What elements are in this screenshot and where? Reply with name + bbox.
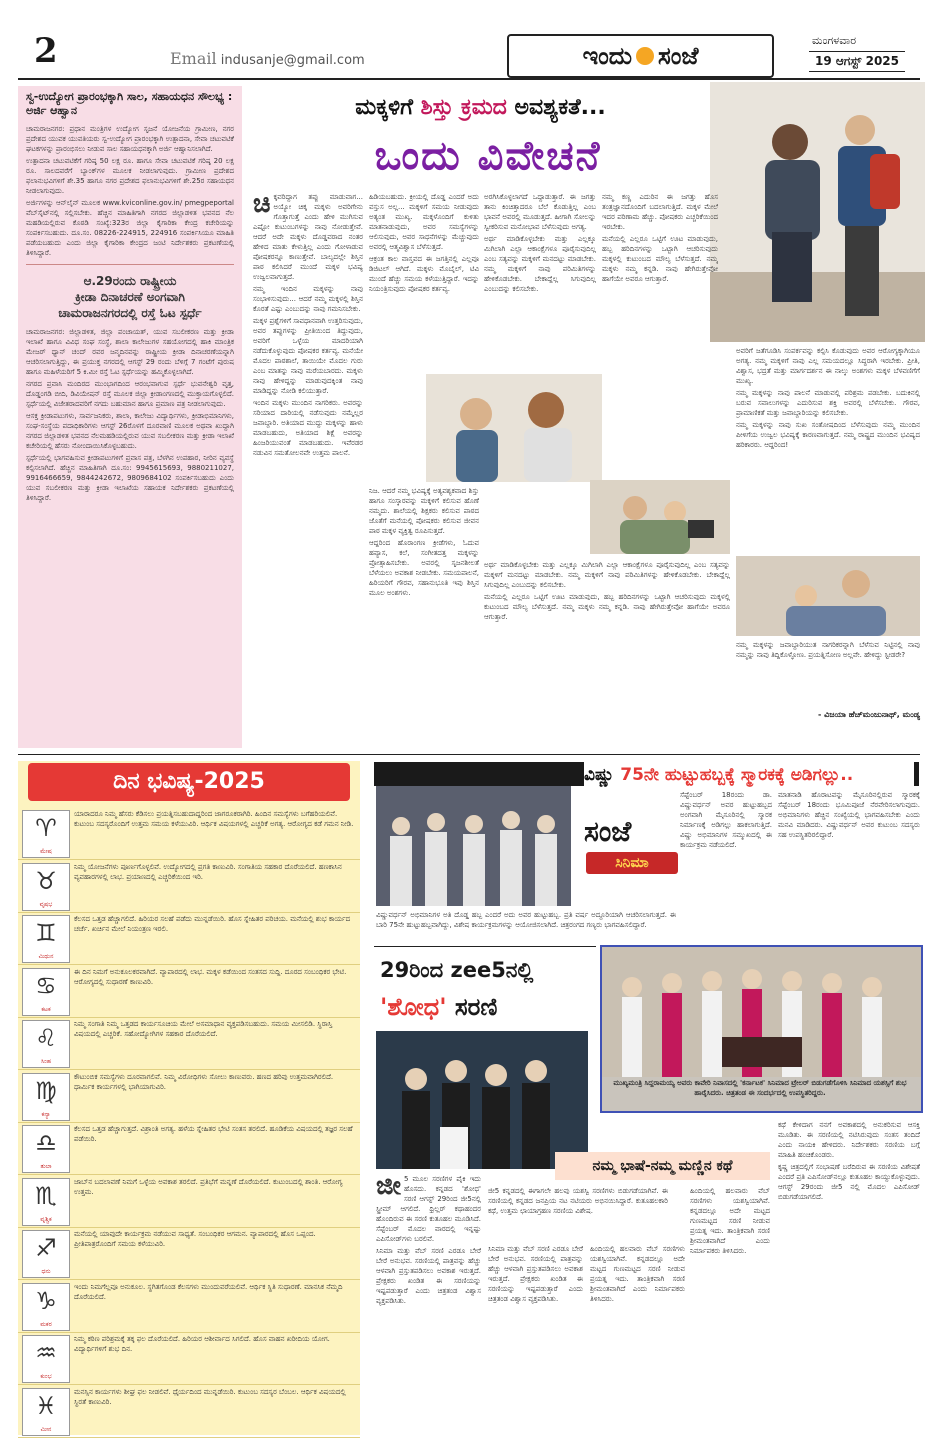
horoscope-title: ದಿನ ಭವಿಷ್ಯ-2025 [28,763,350,801]
article-text: ಹಿಡಿಯಬಹುದು. ಕ್ರೀಯಲ್ಲಿ ದೊಡ್ಡ ಎಂದರೆ ಅದು ವಸ್ತುಸ ಅಲ್ಲ... ಮಕ್ಕಳಿಗೆ ಸಮಯ ನೀಡುವುದು ಅತ್ಯಂತ ಮುಖ್ಯ. ಮಕ್ಕಳೊಂದಿಗೆ ಕುಳಿತು ಮಾತನಾಡುವುದು, ಅವರ ಸಮಸ್ಯೆಗಳನ್ನು ಆಲಿಸುವುದು, ಅವರ ಸಾಧನೆಗಳನ್ನು ಮೆಚ್ಚುವುದು ಅವರಲ್ಲಿ ಆತ್ಮವಿಶ್ವಾಸ ಬೆಳೆಸುತ್ತದೆ. [369,193,479,251]
article-col-3b [602,192,718,477]
trailer-launch-illustration [602,947,921,1077]
headline-highlight: ಶಿಸ್ತು ಕ್ರಮದ [420,95,507,120]
zodiac-name: ವೃಷಭ [39,900,53,908]
horoscope-row [18,1174,360,1228]
horoscope-row [18,806,360,860]
zodiac-icon [22,1020,70,1068]
masthead-logo [507,34,774,78]
sanje-cinema-logo: ಸಂಜೆ [584,815,632,848]
family-tablet-photo [590,480,730,554]
zee-text: ಕೃಷ್ಣ ಚಿತ್ರದಲ್ಲಿಗೆ ಸಂಭಾಷಣೆ ಬರೆದಿರುವ ಈ ಸರಣಿಯ ವಿಶೇಷತೆ ಎಂದರೆ ಪ್ರತಿ ಎಪಿಸೋಡ್‌ನಲ್ಲೂ ಕುತೂಹಲ ಕಾಯ್ದುಕೊಳ್ಳುವುದು. ಆಗಸ್ಟ್ 29ರಂದು ಜೀ5 ನಲ್ಲಿ ಮೊದಲ ಎಪಿಸೋಡ್ ಬಿಡುಗಡೆಯಾಗಲಿದೆ. [778,1163,920,1201]
sun-icon [636,47,654,65]
sidebar-para: ಸ್ಪರ್ಧೆಯಲ್ಲಿ ಭಾಗವಹಿಸುವ ಕ್ರೀಡಾಪಟುಗಳಿಗೆ ಪ್ರವಾಸ ಪತ್ರ, ಬೆಳಗಿನ ಉಪಹಾರ, ನೀರಿನ ವ್ಯವಸ್ಥೆ ಕಲ್ಪಿಸಲಾಗಿದೆ. ಹೆಚ್ಚಿನ ಮಾಹಿತಿಗಾಗಿ ದೂ.ಸಂ: 9945615693, 9880211027, 9916466659, 9844242672, 9809684102 ಸಂಪರ್ಕಿಸಬಹುದು ಎಂದು ಯುವ ಸಬಲೀಕರಣ ಮತ್ತು ಕ್ರೀಡಾ ಇಲಾಖೆಯ ಸಹಾಯಕ ನಿರ್ದೇಶಕರು ಪ್ರಕಟಣೆಯಲ್ಲಿ ತಿಳಿಸಿದ್ದಾರೆ. [26,454,234,502]
article-col-1 [253,192,363,752]
article-text: ಇಂದಿನ ಮಕ್ಕಳು ಮುಂದಿನ ನಾಗರಿಕರು. ಅವರನ್ನು ಸರಿಯಾದ ದಾರಿಯಲ್ಲಿ ನಡೆಸುವುದು ನಮ್ಮೆಲ್ಲರ ಜವಾಬ್ದಾರಿ. ಅತಿಯಾದ ಮುದ್ದು ಮಕ್ಕಳನ್ನು ಹಾಳು ಮಾಡಬಹುದು, ಅತಿಯಾದ ಶಿಕ್ಷೆ ಅವರನ್ನು ಹಿಂಜರಿಯುವಂತೆ ಮಾಡಬಹುದು. ಇವೆರಡರ ನಡುವಿನ ಸಮತೋಲನವೇ ಉತ್ತಮ ಪಾಲನೆ. [253,399,363,457]
zodiac-glyph: ♈ [35,814,57,842]
headline-text: ಅವಶ್ಯಕತೆ... [506,95,606,120]
zee-title-suffix: ಸರಣಿ [446,993,498,1021]
page-number: 2 [34,31,58,71]
cinema-text: ವಿಷ್ಣುವರ್ಧನ್ ಅಭಿಮಾನಿಗಳ ಅತಿ ದೊಡ್ಡ ಹಬ್ಬ ಎಂದರೆ ಅದು ಅವರ ಹುಟ್ಟುಹಬ್ಬ. ಪ್ರತಿ ವರ್ಷ ಅದ್ದೂರಿಯಾಗಿ ಆಚರಿಸಲಾಗುತ್ತದೆ. ಈ ಬಾರಿ 75ನೇ ಹುಟ್ಟುಹಬ್ಬವಾಗಿದ್ದು, ವಿಶೇಷ ಕಾರ್ಯಕ್ರಮಗಳನ್ನು ಆಯೋಜಿಸಲಾಗಿದೆ. ಚಿತ್ರರಂಗದ ಗಣ್ಯರು ಭಾಗವಹಿಸಲಿದ್ದಾರೆ. [376,911,676,929]
article-text: ನಮ್ಮ ಇಂದಿನ ಮಕ್ಕಳನ್ನು ನಾವು ಸಂಭಾಳಿಸುವುದು... ಆದರೆ ನಮ್ಮ ಮಕ್ಕಳಲ್ಲಿ ಶಿಸ್ತಿನ ಕೊರತೆ ಎಷ್ಟು ಎಂಬುದನ್ನು ನಾವು ಗಮನಿಸಬೇಕು. [253,285,363,313]
zodiac-glyph: ♉ [35,866,57,895]
zodiac-glyph: ♌ [35,1024,57,1052]
horoscope-row [18,859,360,913]
horoscope-text: ಯಾರಾದರೂ ನಿಮ್ಮ ಹೆಸರು ಕೆಡಿಸಲು ಪ್ರಯತ್ನಿಸಬಹುದಾದ್ದರಿಂದ ಜಾಗರೂಕರಾಗಿರಿ. ಹಿಂದಿನ ಸಮಸ್ಯೆಗಳು ಬಗೆಹರಿಯಲಿವೆ. ಕುಟುಂಬ ಸದಸ್ಯರೊಂದಿಗೆ ಉತ್ತಮ ಸಮಯ ಕಳೆಯುವಿರಿ. ಆರ್ಥಿಕ ವಿಷಯಗಳಲ್ಲಿ ಎಚ್ಚರಿಕೆ ಅಗತ್ಯ. ಆರೋಗ್ಯದ ಕಡೆ ಗಮನ ನೀಡಿ. [74,810,354,828]
zodiac-glyph: ♒ [35,1339,57,1367]
zodiac-glyph: ♏ [35,1181,57,1210]
article-text: ನಮ್ಮ ಮಕ್ಕಳನ್ನು ನಾವು ಪಾಲನೆ ಮಾಡುವಲ್ಲಿ ಪರಿಶ್ರಮ ಪಡಬೇಕು. ಬದುಕಿನಲ್ಲಿ ಬರುವ ಸವಾಲುಗಳನ್ನು ಎದುರಿಸುವ ಶಕ್ತಿ ಅವರಲ್ಲಿ ಬೆಳೆಸಬೇಕು. ಗೌರವ, ಪ್ರಾಮಾಣಿಕತೆ ಮತ್ತು ಜವಾಬ್ದಾರಿಯನ್ನು ಕಲಿಸಬೇಕು. [736,389,920,417]
email-label: Email [170,49,217,68]
horoscope-row [18,1331,360,1385]
article-text: ಮನೆಯಲ್ಲಿ ಎಲ್ಲರೂ ಒಟ್ಟಿಗೆ ಊಟ ಮಾಡುವುದು, ಹಬ್ಬ ಹರಿದಿನಗಳನ್ನು ಒಟ್ಟಾಗಿ ಆಚರಿಸುವುದು ಮಕ್ಕಳಲ್ಲಿ ಕುಟುಂಬದ ಮೌಲ್ಯ ಬೆಳೆಸುತ್ತದೆ. ನಮ್ಮ ಮಕ್ಕಳು ನಮ್ಮ ಕನ್ನಡಿ. ನಾವು ಹೇಗಿರುತ್ತೇವೋ ಹಾಗೆಯೇ ಅವರೂ ಆಗುತ್ತಾರೆ. [602,235,718,283]
dropcap: ಚಿ [253,192,271,219]
horoscope-row [18,1384,360,1438]
article-text: ಅರ್ಥ ಮಾಡಿಕೊಳ್ಳಬೇಕು ಮತ್ತು ಎಲ್ಲಕ್ಕೂ ಮಿಗಿಲಾಗಿ ಎಲ್ಲಾ ಆಕಾಂಕ್ಷೆಗಳೂ ಪೂರೈಸುವುದಿಲ್ಲ ಎಂಬ ಸತ್ಯವನ್ನು ಮಕ್ಕಳಿಗೆ ಮನದಟ್ಟು ಮಾಡಬೇಕು. ನಮ್ಮ ಮಕ್ಕಳಿಗೆ ನಾವು ಪರಿಮಿತಿಗಳನ್ನು ಹೇಳಿಕೊಡಬೇಕು. ಬೇಕಾದ್ದೆಲ್ಲ ಸಿಗುವುದಿಲ್ಲ ಎಂಬುದನ್ನು ಕಲಿಸಬೇಕು. [484,561,730,589]
masthead-left: ಇಂದು [582,42,632,70]
zee-col-3 [590,1244,685,1436]
shodha-cast-photo [376,1031,588,1169]
zodiac-name: ಮಕರ [40,1320,52,1328]
mother-scolding-photo [426,374,602,482]
headline-text: ಮಕ್ಕಳಿಗೆ [355,95,421,120]
zodiac-name: ಮೇಷ [40,848,52,855]
zee-col-2 [488,1244,583,1436]
zodiac-icon [22,1283,70,1331]
header-divider [18,78,920,80]
zee-col-1 [376,1174,481,1436]
article-headline [253,88,708,128]
article-col-3-bottom [484,560,730,748]
horoscope-text: ನಿಮ್ಮ ಕಠಿಣ ಪರಿಶ್ರಮಕ್ಕೆ ತಕ್ಕ ಫಲ ದೊರೆಯಲಿದೆ. ಹಿರಿಯರ ಆಶೀರ್ವಾದ ಸಿಗಲಿದೆ. ಹೊಸ ವಾಹನ ಖರೀದಿಯ ಯೋಗ. ವಿದ್ಯಾರ್ಥಿಗಳಿಗೆ ಶುಭ ದಿನ. [74,1335,330,1353]
horoscope-row [18,1016,360,1070]
article-headline-big: ಒಂದು ವಿವೇಚನೆ [374,132,602,179]
group-photo-illustration [376,786,571,906]
zodiac-name: ತುಲಾ [40,1163,52,1170]
article-col-3-top [484,192,596,362]
mother-son-illustration [710,82,925,342]
horoscope-row [18,1279,360,1333]
cinema-headline-text: 75ನೇ ಹುಟ್ಟುಹಬ್ಬಕ್ಕೆ ಸ್ಮಾರಕಕ್ಕೆ ಅಡಿಗಲ್ಲು.. [620,765,854,785]
cinema-headline [584,762,914,788]
zodiac-icon [22,1388,70,1436]
zee-text: ಕಥೆ ಕೇಳಿದಾಗ ನನಗೆ ಅವಕಾಶದಲ್ಲಿ ಅನುಕರಿಸುವ ಆಸಕ್ತಿ ಮೂಡಿತು. ಈ ಸರಣಿಯಲ್ಲಿ ನಟಿಸಿರುವುದು ಸಂತಸ ತಂದಿದೆ ಎಂದು ನಾಯಕಿ ಹೇಳಿದರು. ನಿರ್ದೇಶಕರು ಸರಣಿಯ ಬಗ್ಗೆ ಮಾಹಿತಿ ಹಂಚಿಕೊಂಡರು. [778,1121,920,1159]
article-text: ಕ್ಕವರಿದ್ದಾಗ ತಪ್ಪು ಮಾಡುವಾಗ... ಅಯ್ಯೋ ಚಿಕ್ಕ ಮಕ್ಕಳು ಅವರಿಗೇನು ಗೊತ್ತಾಗುತ್ತೆ ಎಂದು ಹೇಳಿ ಮುಗಿಸುವ ಎಷ್ಟೋ ಕುಟುಂಬಗಳನ್ನು ನಾವು ನೋಡುತ್ತೇವೆ. ಆದರೆ ಅದೇ ಮಕ್ಕಳು ದೊಡ್ಡವರಾದ ನಂತರ ಹೇಳಿದ ಮಾತು ಕೇಳುತ್ತಿಲ್ಲ ಎಂದು ಗೋಳಾಡುವ ಪೋಷಕರನ್ನೂ ಕಾಣುತ್ತೇವೆ. ಬಾಲ್ಯದಲ್ಲೇ ಶಿಸ್ತಿನ ಪಾಠ ಕಲಿಸಿದರೆ ಮುಂದೆ ಮಕ್ಕಳ ಭವಿಷ್ಯ ಉಜ್ವಲವಾಗುತ್ತದೆ. [253,193,363,281]
horoscope-text: ಮನೆಯಲ್ಲಿ ಯಾವುದೇ ಕಾರ್ಯಕ್ರಮ ನಡೆಯುವ ಸಾಧ್ಯತೆ. ಸಂಬಂಧಿಕರ ಆಗಮನ. ವ್ಯಾಪಾರದಲ್ಲಿ ಹೊಸ ಒಪ್ಪಂದ. ಪ್ರೀತಿಪಾತ್ರರೊಂದಿಗೆ ಸಮಯ ಕಳೆಯುವಿರಿ. [74,1230,316,1248]
zodiac-glyph: ♊ [35,919,57,947]
family-illustration [590,480,730,554]
zodiac-icon [22,863,70,911]
article-text: ಮನೆಯಲ್ಲಿ ಎಲ್ಲರೂ ಒಟ್ಟಿಗೆ ಊಟ ಮಾಡುವುದು, ಹಬ್ಬ ಹರಿದಿನಗಳನ್ನು ಒಟ್ಟಾಗಿ ಆಚರಿಸುವುದು ಮಕ್ಕಳಲ್ಲಿ ಕುಟುಂಬದ ಮೌಲ್ಯ ಬೆಳೆಸುತ್ತದೆ. ನಮ್ಮ ಮಕ್ಕಳು ನಮ್ಮ ಕನ್ನಡಿ. ನಾವು ಹೇಗಿರುತ್ತೇವೋ ಹಾಗೆಯೇ ಅವರೂ ಆಗುತ್ತಾರೆ. [484,593,730,621]
horoscope-row [18,1226,360,1280]
section-divider [18,754,920,755]
zodiac-icon [22,1335,70,1383]
zodiac-name: ಕನ್ಯಾ [41,1110,51,1118]
zee-title: 'ಶೋಧ' [380,993,447,1021]
sidebar-para: ಅರ್ಜಿಗಳನ್ನು ಆನ್‌ಲೈನ್ ಮೂಲಕ www.kviconline.gov.in/ pmegpeportal ವೆಬ್‌ಸೈಟ್‌ನಲ್ಲಿ ಸಲ್ಲಿಸಬೇಕು. ಹೆಚ್ಚಿನ ಮಾಹಿತಿಗಾಗಿ ನಗರದ ಜಿಲ್ಲಾಡಳಿತ ಭವನದ ನೆಲ ಮಹಡಿಯಲ್ಲಿರುವ ಕೊಠಡಿ ಸಂಖ್ಯೆ:323ರ ಜಿಲ್ಲಾ ಕೈಗಾರಿಕಾ ಕೇಂದ್ರ ಕಚೇರಿಯನ್ನು ಸಂಪರ್ಕಿಸಬಹುದು. ದೂ.ಸಂ. 08226-224915, 224916 ಸಂಪರ್ಕಿಸಿಯೂ ಮಾಹಿತಿ ಪಡೆಯಬಹುದು ಎಂದು ಜಿಲ್ಲಾ ಕೈಗಾರಿಕಾ ಕೇಂದ್ರದ ಜಂಟಿ ನಿರ್ದೇಶಕರು ಪ್ರಕಟಣೆಯಲ್ಲಿ ತಿಳಿಸಿದ್ದಾರೆ. [26,199,234,257]
zee-text: ಹಿಂದಿಯಲ್ಲಿ ಹಲವಾರು ವೆಬ್ ಸರಣಿಗಳು ಯಶಸ್ವಿಯಾಗಿವೆ. ಕನ್ನಡದಲ್ಲೂ ಅದೇ ಮಟ್ಟದ ಗುಣಮಟ್ಟದ ಸರಣಿ ನೀಡುವ ಪ್ರಯತ್ನ ಇದು. ತಾಂತ್ರಿಕವಾಗಿ ಸರಣಿ ಶ್ರೀಮಂತವಾಗಿದೆ ಎಂದು ನಿರ್ಮಾಪಕರು ತಿಳಿಸಿದರು. [590,1245,685,1303]
zodiac-glyph: ♓ [35,1391,57,1420]
sidebar-para: ಚಾಮರಾಜನಗರ: ಪ್ರಧಾನ ಮಂತ್ರಿಗಳ ಉದ್ಯೋಗ ಸೃಜನೆ ಯೋಜನೆಯ ಗ್ರಾಮೀಣ, ನಗರ ಪ್ರದೇಶದ ಯುವಕ ಯುವತಿಯರು ಸ್ವ-ಉದ್ಯೋಗ ಪ್ರಾರಂಭಕ್ಕಾಗಿ ಉತ್ಪಾದನಾ, ಸೇವಾ ಚಟುವಟಿಕೆ ಘಟಕಗಳನ್ನು ಪ್ರಾರಂಭಿಸಲು ನೀಡುವ ಸಾಲ ಸಹಾಯಧನಕ್ಕಾಗಿ ಅರ್ಜಿ ಆಹ್ವಾನಿಸಲಾಗಿದೆ. [26,125,234,153]
zodiac-name: ಧನು [41,1268,51,1275]
cinema-text: ಸೆಪ್ಟೆಂಬರ್ 18ರಂದು ಡಾ. ವಿಷ್ಣುವರ್ಧನ್ ಅವರ ಹುಟ್ಟುಹಬ್ಬದ ಅಂಗವಾಗಿ ಮೈಸೂರಿನಲ್ಲಿ ಸ್ಮಾರಕ ನಿರ್ಮಾಣಕ್ಕೆ ಅಡಿಗಲ್ಲು ಹಾಕಲಾಗುತ್ತಿದೆ. ವಿಷ್ಣು ಅಭಿಮಾನಿಗಳ ಸಮ್ಮುಖದಲ್ಲಿ ಈ ಕಾರ್ಯಕ್ರಮ ನಡೆಯಲಿದೆ. [680,791,772,849]
dropcap: ಜೀ [376,1174,401,1201]
zodiac-icon [22,1230,70,1278]
sidebar-para: ಉತ್ಪಾದನಾ ಚಟುವಟಿಕೆಗೆ ಗರಿಷ್ಠ 50 ಲಕ್ಷ ರೂ. ಹಾಗೂ ಸೇವಾ ಚಟುವಟಿಕೆ ಗರಿಷ್ಠ 20 ಲಕ್ಷ ರೂ. ಸಾಲದವರೆಗೆ ಬ್ಯಾಂಕ್‌ಗಳ ಮೂಲಕ ನೀಡಲಾಗುವುದು. ಗ್ರಾಮೀಣ ಪ್ರದೇಶದ ಫಲಾನುಭವಿಗಳಿಗೆ ಶೇ.35 ಹಾಗೂ ನಗರ ಪ್ರದೇಶದ ಫಲಾನುಭವಿಗಳಿಗೆ ಶೇ.25ರ ಸಹಾಯಧನ ನೀಡಲಾಗುವುದು. [26,157,234,195]
zodiac-glyph: ♍ [35,1076,57,1105]
article-col-2-bottom [369,486,479,748]
horoscope-text: ಈ ದಿನ ನಿಮಗೆ ಅನುಕೂಲಕರವಾಗಿದೆ. ವ್ಯಾಪಾರದಲ್ಲಿ ಲಾಭ. ಮಕ್ಕಳ ಕಡೆಯಿಂದ ಸಂತಸದ ಸುದ್ದಿ. ದೂರದ ಸಂಬಂಧಿಕರ ಭೇಟಿ. ಆರೋಗ್ಯದಲ್ಲಿ ಸುಧಾರಣೆ ಕಾಣುವಿರಿ. [74,967,347,986]
zodiac-name: ಮಿಥುನ [38,953,54,960]
zee-text: ಸಿನಿಮಾ ಮತ್ತು ವೆಬ್ ಸರಣಿ ಎರಡೂ ಬೇರೆ ಬೇರೆ ಅನುಭವ. ಸರಣಿಯಲ್ಲಿ ಪಾತ್ರವನ್ನು ಹೆಚ್ಚು ಆಳವಾಗಿ ಪ್ರಸ್ತುತಪಡಿಸಲು ಅವಕಾಶ ಇರುತ್ತದೆ. ಪ್ರೇಕ್ಷಕರು ಖಂಡಿತ ಈ ಸರಣಿಯನ್ನು ಇಷ್ಟಪಡುತ್ತಾರೆ ಎಂದು ಚಿತ್ರತಂಡ ವಿಶ್ವಾಸ ವ್ಯಕ್ತಪಡಿಸಿತು. [376,1247,481,1305]
email-line [170,49,365,68]
article-col-4 [736,346,920,551]
zee-headline: 29ರಿಂದ zee5ನಲ್ಲಿ [380,958,534,982]
cast-illustration [376,1031,588,1169]
zodiac-glyph: ♋ [35,971,57,1000]
day-name: ಮಂಗಳವಾರ [812,34,857,47]
sidebar-para: ಆಸಕ್ತ ಕ್ರೀಡಾಪಟುಗಳು, ಸಾರ್ವಜನಿಕರು, ಶಾಲಾ, ಕಾಲೇಜು ವಿದ್ಯಾರ್ಥಿಗಳು, ಕ್ರೀಡಾಭಿಮಾನಿಗಳು, ಸಂಘ-ಸಂಸ್ಥೆಯ ಪದಾಧಿಕಾರಿಗಳು ಆಗಸ್ಟ್ 26ರೊಳಗೆ ದೂರವಾಣಿ ಮೂಲಕ ಅಥವಾ ಖುದ್ದಾಗಿ ನಗರದ ಜಿಲ್ಲಾಡಳಿತ ಭವನದ ನೆಲಮಹಡಿಯಲ್ಲಿರುವ ಯುವ ಸಬಲೀಕರಣ ಮತ್ತು ಕ್ರೀಡಾ ಇಲಾಖೆ ಕಚೇರಿಯಲ್ಲಿ ಹೆಸರು ನೋಂದಾಯಿಸಿಕೊಳ್ಳಬಹುದು. [26,412,234,450]
zodiac-name: ಮೀನ [40,1425,52,1433]
article-text: ಅರ್ಥ ಮಾಡಿಕೊಳ್ಳಬೇಕು ಮತ್ತು ಎಲ್ಲಕ್ಕೂ ಮಿಗಿಲಾಗಿ ಎಲ್ಲಾ ಆಕಾಂಕ್ಷೆಗಳೂ ಪೂರೈಸುವುದಿಲ್ಲ ಎಂಬ ಸತ್ಯವನ್ನು ಮಕ್ಕಳಿಗೆ ಮನದಟ್ಟು ಮಾಡಬೇಕು. ನಮ್ಮ ಮಕ್ಕಳಿಗೆ ನಾವು ಪರಿಮಿತಿಗಳನ್ನು ಹೇಳಿಕೊಡಬೇಕು. ಬೇಕಾದ್ದೆಲ್ಲ ಸಿಗುವುದಿಲ್ಲ ಎಂಬುದನ್ನು ಕಲಿಸಬೇಕು. [484,235,596,293]
horoscope-text: ಜಾಬ್‌ನ ಬದಲಾವಣೆ ನಿಮಗೆ ಒಳ್ಳೆಯ ಅವಕಾಶ ತರಲಿದೆ. ಪ್ರತಿಭೆಗೆ ಮನ್ನಣೆ ದೊರೆಯಲಿದೆ. ಕುಟುಂಬದಲ್ಲಿ ಶಾಂತಿ. ಆರೋಗ್ಯ ಉತ್ತಮ. [74,1177,343,1196]
article-text: ನಮ್ಮ ಮಕ್ಕಳನ್ನು ನಾವು ಸುಖ ಸಂತೋಷದಿಂದ ಬೆಳೆಸುವುದು ನಮ್ಮ ಮುಂದಿನ ಪೀಳಿಗೆಯ ಉಜ್ವಲ ಭವಿಷ್ಯಕ್ಕೆ ಕಾರಣವಾಗುತ್ತದೆ. ನಮ್ಮ ರಾಷ್ಟ್ರದ ಮುಂದಿನ ಭವಿಷ್ಯದ ಹರಿಕಾರರು. ಆದ್ದರಿಂದ! [736,421,920,449]
article-text: ನಮ್ಮ ಕಣ್ಣ ಎದುರಿನ ಈ ಜಗತ್ತು ಹೊಸ ತಂತ್ರಜ್ಞಾನದೊಂದಿಗೆ ಬದಲಾಗುತ್ತಿದೆ. ಮಕ್ಕಳ ಮೇಲೆ ಇದರ ಪರಿಣಾಮ ಹೆಚ್ಚು. ಪೋಷಕರು ಎಚ್ಚರಿಕೆಯಿಂದ ಇರಬೇಕು. [602,193,718,231]
article-text: ಅವರಿಗೆ ಜತೆಗೂಡಿಸಿ ಸಂಪರ್ಕವನ್ನು ಕಲ್ಪಿಸಿ ಕೊಡುವುದು ಅವರ ಆರೋಗ್ಯಕ್ಕಾಗಿಯೂ ಅಗತ್ಯ. ನಮ್ಮ ಮಕ್ಕಳಿಗೆ ನಾವು ಎಲ್ಲ ಸಮಯದಲ್ಲೂ ಸಿದ್ಧರಾಗಿ ಇರಬೇಕು. ಪ್ರೀತಿ, ವಿಶ್ವಾಸ, ಭದ್ರತೆ ಮತ್ತು ಮಾರ್ಗದರ್ಶನ ಈ ನಾಲ್ಕು ಅಂಶಗಳು ಮಕ್ಕಳ ಬೆಳವಣಿಗೆಗೆ ಮುಖ್ಯ. [736,347,920,385]
article-text: ಮಕ್ಕಳ ಪ್ರಶ್ನೆಗಳಿಗೆ ಸಾವಧಾನವಾಗಿ ಉತ್ತರಿಸುವುದು, ಅವರ ತಪ್ಪುಗಳನ್ನು ಪ್ರೀತಿಯಿಂದ ತಿದ್ದುವುದು, ಅವರಿಗೆ ಒಳ್ಳೆಯ ಮಾದರಿಯಾಗಿ ನಡೆದುಕೊಳ್ಳುವುದು ಪೋಷಕರ ಕರ್ತವ್ಯ. ಮನೆಯೇ ಮೊದಲ ಪಾಠಶಾಲೆ, ತಾಯಿಯೇ ಮೊದಲ ಗುರು ಎಂಬ ಮಾತನ್ನು ನಾವು ಮರೆಯಬಾರದು. ಮಕ್ಕಳು ನಾವು ಹೇಳಿದ್ದನ್ನು ಮಾಡುವುದಕ್ಕಿಂತ ನಾವು ಮಾಡಿದ್ದನ್ನು ನೋಡಿ ಕಲಿಯುತ್ತಾರೆ. [253,317,363,395]
sidebar-title: ಸ್ವ-ಉದ್ಯೋಗ ಪ್ರಾರಂಭಕ್ಕಾಗಿ ಸಾಲ, ಸಹಾಯಧನ ಸೌಲಭ್ಯ : ಅರ್ಜಿ ಆಹ್ವಾನ [26,90,233,117]
zodiac-icon [22,915,70,963]
sidebar-news [18,86,242,748]
zodiac-icon [22,1125,70,1173]
article-text: ಆದ್ದರಿಂದ ಹೊರಾಂಗಣ ಕ್ರೀಡೆಗಳು, ಓದುವ ಹವ್ಯಾಸ, ಕಲೆ, ಸಂಗೀತದತ್ತ ಮಕ್ಕಳನ್ನು ಪ್ರೋತ್ಸಾಹಿಸಬೇಕು. ಅವರಲ್ಲಿ ಸೃಜನಶೀಲತೆ ಬೆಳೆಯಲು ಅವಕಾಶ ನೀಡಬೇಕು. ಸಮಯಪಾಲನೆ, ಹಿರಿಯರಿಗೆ ಗೌರವ, ಸಹಾನುಭೂತಿ ಇವು ಶಿಸ್ತಿನ ಮೂಲ ಅಂಶಗಳು. [369,539,479,597]
cinema-story-col [680,790,772,940]
article-col-4-end [736,640,920,702]
sidebar-para: ನಗರದ ಪ್ರವಾಸಿ ಮಂದಿರದ ಮುಂಭಾಗದಿಂದ ಆರಂಭವಾಗುವ ಸ್ಪರ್ಧೆ ಭುವನೇಶ್ವರಿ ವೃತ್ತ, ದೊಡ್ಡಂಗಡಿ ಬೀದಿ, ಡಿವಿಯೇಷನ್ ರಸ್ತೆ ಮೂಲಕ ಜಿಲ್ಲಾ ಕ್ರೀಡಾಂಗಣದಲ್ಲಿ ಮುಕ್ತಾಯಗೊಳ್ಳಲಿದೆ. ಸ್ಪರ್ಧೆಯಲ್ಲಿ ವಿಜೇತರಾದವರಿಗೆ ನಗದು ಬಹುಮಾನ ಹಾಗೂ ಪ್ರಮಾಣ ಪತ್ರ ನೀಡಲಾಗುವುದು. [26,380,234,408]
zee-col-5 [778,1120,920,1436]
horoscope-text: ಕೆಲಸದ ಒತ್ತಡ ಹೆಚ್ಚಾಗುತ್ತದೆ. ವಿಶ್ರಾಂತಿ ಅಗತ್ಯ. ಹಳೆಯ ಸ್ನೇಹಿತರ ಭೇಟಿ ಸಂತಸ ತರಲಿದೆ. ಹೂಡಿಕೆಯ ವಿಷಯದಲ್ಲಿ ತಜ್ಞರ ಸಲಹೆ ಪಡೆಯಿರಿ. [74,1125,353,1143]
zodiac-name: ಸಿಂಹ [40,1058,51,1065]
sidebar-subhead: ಕ್ರೀಡಾ ದಿನಾಚರಣೆ ಅಂಗವಾಗಿ [75,290,185,304]
zodiac-icon [22,1073,70,1121]
issue-date: 19 ಆಗಸ್ಟ್ 2025 [809,51,905,72]
zee-text: 5 ಮೂಲ ಸರಣಿಗಳ ಪೈಕಿ ಇದು ಹೊಸದು. ಕನ್ನಡದ 'ಶೋಧ' ಸರಣಿ ಆಗಸ್ಟ್ 29ರಿಂದ ಜೀ5ನಲ್ಲಿ ಸ್ಟ್ರೀಮ್ ಆಗಲಿದೆ. ಥ್ರಿಲ್ಲರ್ ಕಥಾಹಂದರ ಹೊಂದಿರುವ ಈ ಸರಣಿ ಕುತೂಹಲ ಮೂಡಿಸಿದೆ. ಸೆಪ್ಟೆಂಬರ್ ಮೊದಲ ವಾರದಲ್ಲಿ ಇನ್ನಷ್ಟು ಎಪಿಸೋಡ್‌ಗಳು ಬರಲಿವೆ. [376,1175,481,1243]
vishnu-event-photo [376,786,571,906]
article-text: ಅರಗಿಸಿಕೊಳ್ಳಲಾಗದೆ ಒದ್ದಾಡುತ್ತಾರೆ. ಈ ಜಗತ್ತು ತಾನು ಕಿಂಚಿತ್ತಾದರೂ ಬೆಲೆ ಕೊಡುತ್ತಿಲ್ಲ ಎಂಬ ಭಾವನೆ ಅವರಲ್ಲಿ ಮೂಡುತ್ತದೆ. ಹೀಗಾಗಿ ಸೋಲನ್ನು ಸ್ವೀಕರಿಸುವ ಮನೋಭಾವ ಬೆಳೆಸುವುದು ಅಗತ್ಯ. [484,193,596,231]
email-address[interactable]: indusanje@gmail.com [220,53,365,68]
zee-text: ಜೀ5 ಕನ್ನಡದಲ್ಲಿ ಈಗಾಗಲೇ ಹಲವು ಯಶಸ್ವಿ ಸರಣಿಗಳು ಬಿಡುಗಡೆಯಾಗಿವೆ. ಈ ಸರಣಿಯಲ್ಲಿ ಕನ್ನಡದ ಜನಪ್ರಿಯ ನಟ ನಟಿಯರು ಅಭಿನಯಿಸಿದ್ದಾರೆ. ಕುತೂಹಲಕಾರಿ ಕಥೆ, ಉತ್ತಮ ಛಾಯಾಗ್ರಹಣ ಸರಣಿಯ ವಿಶೇಷ. [488,1187,668,1215]
bhashe-headline: ನಮ್ಮ ಭಾಷೆ-ನಮ್ಮ ಮಣ್ಣಿನ ಕಥೆ [555,1152,770,1180]
zodiac-icon [22,968,70,1016]
horoscope-row [18,1121,360,1175]
zodiac-glyph: ♐ [35,1234,57,1262]
event-caption: ಮುಖ್ಯಮಂತ್ರಿ ಸಿದ್ದರಾಮಯ್ಯ ಅವರು ಕಾವೇರಿ ನಿವಾಸದಲ್ಲಿ 'ಕರ್ನಾಟಕ' ಸಿನಿಮಾದ ಟ್ರೇಲರ್ ಬಿಡುಗಡೆಗೊಳಿಸಿ ಸಿನಿಮಾದ ಯಶಸ್ಸಿಗೆ ಶುಭ ಹಾರೈಸಿದರು. ಚಿತ್ರತಂಡ ಈ ಸಂದರ್ಭದಲ್ಲಿ ಉಪಸ್ಥಿತರಿದ್ದರು. [613,1079,907,1097]
zodiac-name: ಕುಂಭ [40,1373,52,1380]
article-text: ನಿಜ. ಆದರೆ ನಮ್ಮ ಭವಿಷ್ಯಕ್ಕೆ ಅತ್ಯವಶ್ಯಕವಾದ ಶಿಸ್ತು ಹಾಗೂ ಸಂಸ್ಕಾರವನ್ನು ಮಕ್ಕಳಿಗೆ ಕಲಿಸುವ ಹೊಣೆ ನಮ್ಮದು. ಶಾಲೆಯಲ್ಲಿ ಶಿಕ್ಷಕರು ಕಲಿಸುವ ಪಾಠದ ಜೊತೆಗೆ ಮನೆಯಲ್ಲಿ ಪೋಷಕರು ಕಲಿಸುವ ಜೀವನ ಪಾಠ ಮಕ್ಕಳ ವ್ಯಕ್ತಿತ್ವ ರೂಪಿಸುತ್ತದೆ. [369,487,479,535]
horoscope-text: ಕೆಲಸದ ಒತ್ತಡ ಹೆಚ್ಚಾಗಲಿದೆ. ಹಿರಿಯರ ಸಲಹೆ ಪಡೆದು ಮುನ್ನಡೆಯಿರಿ. ಹೊಸ ಸ್ನೇಹಿತರ ಪರಿಚಯ. ಮನೆಯಲ್ಲಿ ಶುಭ ಕಾರ್ಯದ ಚರ್ಚೆ. ಖರ್ಚಿನ ಮೇಲೆ ನಿಯಂತ್ರಣ ಇರಲಿ. [74,915,351,933]
sidebar-subhead: ಆ.29ರಂದು ರಾಷ್ಟ್ರೀಯ [83,274,177,288]
zee-col-2-top [488,1186,668,1240]
horoscope-text: ನಿಮ್ಮ ಸಂಗಾತಿ ನಿಮ್ಮ ಒತ್ತಡದ ಕಾರ್ಯಸೂಚಿಯ ಮೇಲೆ ಅಸಮಾಧಾನ ವ್ಯಕ್ತಪಡಿಸಬಹುದು. ಸಮಯ ಮೀಸಲಿಡಿ. ಸ್ಥಿರಾಸ್ತಿ ವಿಷಯದಲ್ಲಿ ಎಚ್ಚರಿಕೆ. ಸಹೋದ್ಯೋಗಿಗಳ ಸಹಕಾರ ದೊರೆಯಲಿದೆ. [74,1020,333,1038]
cinema-divider [374,946,596,947]
zodiac-glyph: ♑ [35,1286,57,1315]
sidebar-subhead: ಚಾಮರಾಜನಗರದಲ್ಲಿ ರಸ್ತೆ ಓಟ ಸ್ಪರ್ಧೆ [58,306,202,320]
horoscope-row [18,911,360,965]
zee-headline-2 [380,987,590,1027]
horoscope-text: ಮನಸ್ಸಿನ ಕಾರ್ಯಗಳು ಶೀಘ್ರ ಫಲ ನೀಡಲಿವೆ. ಧೈರ್ಯದಿಂದ ಮುನ್ನಡೆಯಿರಿ. ಕುಟುಂಬ ಸದಸ್ಯರ ಬೆಂಬಲ. ಆರ್ಥಿಕ ವಿಷಯದಲ್ಲಿ ಸ್ಥಿರತೆ ಕಾಣುವಿರಿ. [74,1387,346,1406]
masthead-right: ಸಂಜೆ [657,42,699,70]
zodiac-icon [22,810,70,858]
horoscope-text: ಇಂದು ನಿಮಗೆಲ್ಲವೂ ಅನುಕೂಲ. ಸ್ಥಗಿತಗೊಂಡ ಕೆಲಸಗಳು ಮುಂದುವರೆಯಲಿವೆ. ಆರ್ಥಿಕ ಸ್ಥಿತಿ ಸುಧಾರಣೆ. ಮಾನಸಿಕ ನೆಮ್ಮದಿ ದೊರೆಯಲಿದೆ. [74,1282,343,1301]
cinema-text: ಮಾತನಾಡಿ ಹೊರಾಟವನ್ನು ಮೈಸೂರಿನಲ್ಲಿರುವ ಸ್ಮಾರಕಕ್ಕೆ ಸೆಪ್ಟೆಂಬರ್ 18ರಂದು ಭೂಮಿಪೂಜೆ ನೆರವೇರಿಸಲಾಗುವುದು. ಅಭಿಮಾನಿಗಳು ಹೆಚ್ಚಿನ ಸಂಖ್ಯೆಯಲ್ಲಿ ಭಾಗವಹಿಸಬೇಕು ಎಂದು ಮನವಿ ಮಾಡಿದರು. ವಿಷ್ಣುವರ್ಧನ್ ಅವರ ಕುಟುಂಬ ಸದಸ್ಯರು ಸಹ ಉಪಸ್ಥಿತರಿರಲಿದ್ದಾರೆ. [778,791,920,839]
cinema-story-bottom [376,910,676,946]
article-signature: - ವಿಜಯಾ ಹೆಚ್‌ಮಂಜುನಾಥ್, ಮಂಡ್ಯ [817,710,920,719]
horoscope-text: ಕೌಟುಂಬಿಕ ಸಮಸ್ಯೆಗಳು ದೂರವಾಗಲಿವೆ. ನಿಮ್ಮ ವಿರೋಧಿಗಳು ಸೋಲು ಕಾಣುವರು. ಹಣದ ಹರಿವು ಉತ್ತಮವಾಗಿರಲಿದೆ. ಧಾರ್ಮಿಕ ಕಾರ್ಯಗಳಲ್ಲಿ ಭಾಗಿಯಾಗುವಿರಿ. [74,1072,334,1091]
article-col-2-top [369,192,479,352]
zee-text: ಹಿಂದಿಯಲ್ಲಿ ಹಲವಾರು ವೆಬ್ ಸರಣಿಗಳು ಯಶಸ್ವಿಯಾಗಿವೆ. ಕನ್ನಡದಲ್ಲೂ ಅದೇ ಮಟ್ಟದ ಗುಣಮಟ್ಟದ ಸರಣಿ ನೀಡುವ ಪ್ರಯತ್ನ ಇದು. ತಾಂತ್ರಿಕವಾಗಿ ಸರಣಿ ಶ್ರೀಮಂತವಾಗಿದೆ ಎಂದು ನಿರ್ಮಾಪಕರು ತಿಳಿಸಿದರು. [690,1187,770,1255]
zee-col-4 [690,1186,770,1436]
article-text: ನಮ್ಮ ಮಕ್ಕಳನ್ನು ಜವಾಬ್ದಾರಿಯುತ ನಾಗರಿಕರನ್ನಾಗಿ ಬೆಳೆಸುವ ನಿಟ್ಟಿನಲ್ಲಿ ನಾವು ನಮ್ಮನ್ನು ನಾವು ತಿದ್ದಿಕೊಳ್ಳೋಣ. ಪ್ರಯತ್ನಿಸೋಣ ಅಲ್ಲವೇ. ಹೇಳಿದ್ದು ಸ್ಟೀಡರೇ? [736,641,920,659]
zodiac-icon [22,1178,70,1226]
horoscope-text: ನಿಮ್ಮ ಯೋಜನೆಗಳು ಪೂರ್ಣಗೊಳ್ಳಲಿವೆ. ಉದ್ಯೋಗದಲ್ಲಿ ಪ್ರಗತಿ ಕಾಣುವಿರಿ. ಸಂಗಾತಿಯ ಸಹಕಾರ ದೊರೆಯಲಿದೆ. ಹಣಕಾಸಿನ ವ್ಯವಹಾರಗಳಲ್ಲಿ ಲಾಭ. ಪ್ರಯಾಣದಲ್ಲಿ ಎಚ್ಚರಿಕೆಯಿಂದ ಇರಿ. [74,862,342,881]
cinema-headline-text: ವಿಷ್ಣು [584,765,621,785]
zodiac-name: ಕಟಕ [41,1005,51,1013]
horoscope-row [18,964,360,1018]
horoscope-row [18,1069,360,1123]
cinema-story-right [778,790,920,940]
sidebar-para: ಚಾಮರಾಜನಗರ: ಜಿಲ್ಲಾಡಳಿತ, ಜಿಲ್ಲಾ ಪಂಚಾಯತ್, ಯುವ ಸಬಲೀಕರಣ ಮತ್ತು ಕ್ರೀಡಾ ಇಲಾಖೆ ಹಾಗೂ ವಿವಿಧ ಸಂಘ ಸಂಸ್ಥೆ, ಶಾಲಾ ಕಾಲೇಜುಗಳ ಸಹಯೋಗದಲ್ಲಿ ಹಾಕಿ ಮಾಂತ್ರಿಕ ಮೇಜರ್ ಧ್ಯಾನ್ ಚಂದ್ ರವರ ಜನ್ಮದಿನವನ್ನು ರಾಷ್ಟ್ರೀಯ ಕ್ರೀಡಾ ದಿನಾಚರಣೆಯನ್ನಾಗಿ ಆಚರಿಸಲಾಗುತ್ತಿದ್ದು, ಈ ಪ್ರಯುಕ್ತ ನಗರದಲ್ಲಿ ಆಗಸ್ಟ್ 29 ರಂದು ಬೆಳಿಗ್ಗೆ 7 ಗಂಟೆಗೆ ಪುರುಷ ಹಾಗೂ ಮಹಿಳೆಯರಿಗೆ 5 ಕಿ.ಮೀ ರಸ್ತೆ ಓಟ ಸ್ಪರ್ಧೆಯನ್ನು ಹಮ್ಮಿಕೊಳ್ಳಲಾಗಿದೆ. [26,328,234,376]
scolding-illustration [426,374,602,482]
father-family-illustration [736,556,920,636]
zee-text: ಸಿನಿಮಾ ಮತ್ತು ವೆಬ್ ಸರಣಿ ಎರಡೂ ಬೇರೆ ಬೇರೆ ಅನುಭವ. ಸರಣಿಯಲ್ಲಿ ಪಾತ್ರವನ್ನು ಹೆಚ್ಚು ಆಳವಾಗಿ ಪ್ರಸ್ತುತಪಡಿಸಲು ಅವಕಾಶ ಇರುತ್ತದೆ. ಪ್ರೇಕ್ಷಕರು ಖಂಡಿತ ಈ ಸರಣಿಯನ್ನು ಇಷ್ಟಪಡುತ್ತಾರೆ ಎಂದು ಚಿತ್ರತಂಡ ವಿಶ್ವಾಸ ವ್ಯಕ್ತಪಡಿಸಿತು. [488,1245,583,1303]
zodiac-glyph: ♎ [35,1129,57,1157]
father-family-photo [736,556,920,636]
article-col-2-mid [369,352,424,372]
mother-son-photo [710,82,925,342]
zodiac-name: ವೃಶ್ಚಿಕ [40,1215,52,1223]
article-text: ಆಕ್ರಂತ ಕಾಲ ವಾಸ್ತವದ ಈ ಜಗತ್ತಿನಲ್ಲಿ ಎಲ್ಲವೂ ಡಿಜಿಟಲ್ ಆಗಿದೆ. ಮಕ್ಕಳು ಮೊಬೈಲ್, ಟಿವಿ ಮುಂದೆ ಹೆಚ್ಚು ಸಮಯ ಕಳೆಯುತ್ತಿದ್ದಾರೆ. ಇದನ್ನು ನಿಯಂತ್ರಿಸುವುದು ಪೋಷಕರ ಕರ್ತವ್ಯ. [369,255,479,293]
cinema-logo-badge: ಸಿನಿಮಾ [586,852,678,874]
